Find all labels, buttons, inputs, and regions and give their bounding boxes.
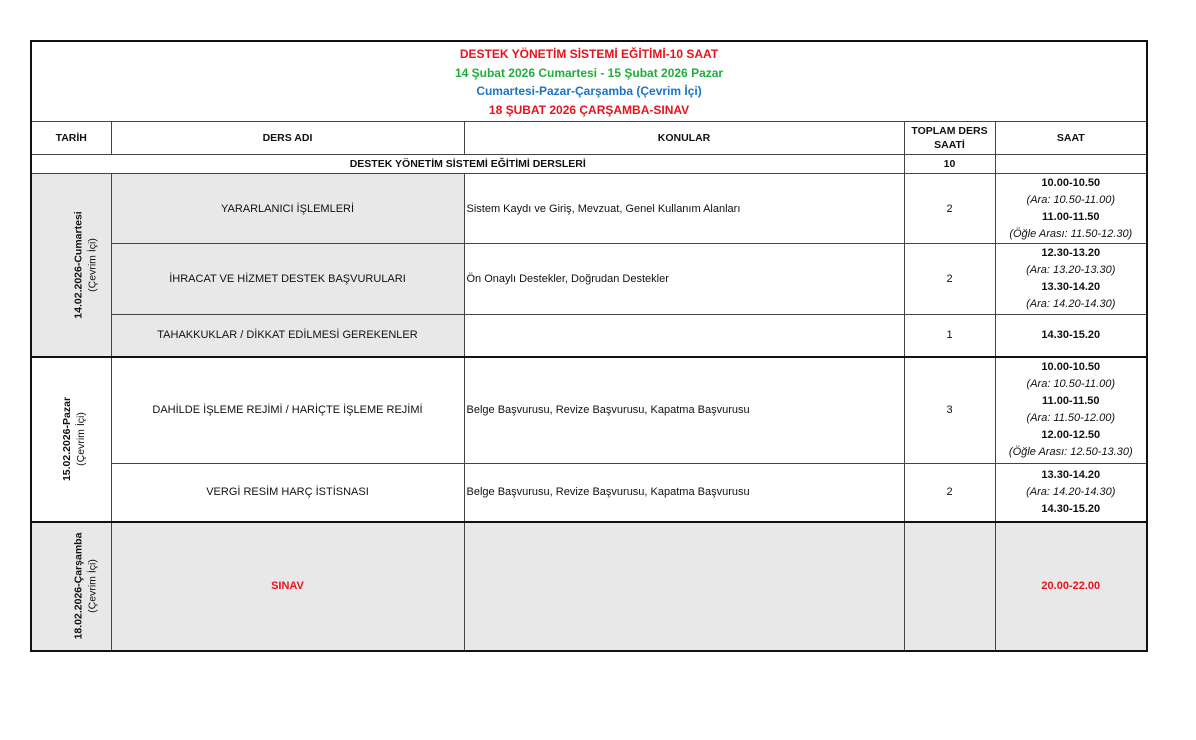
- topics-cell: Ön Onaylı Destekler, Doğrudan Destekler: [464, 244, 904, 315]
- course-name: VERGİ RESİM HARÇ İSTİSNASI: [111, 464, 464, 522]
- title-row: [31, 41, 1147, 122]
- hours-cell: 1: [904, 315, 995, 357]
- title-line-4: 18 ŞUBAT 2026 ÇARŞAMBA-SINAV: [488, 102, 690, 117]
- date-cell-day-1: [31, 174, 111, 357]
- break-slot: (Ara: 14.20-14.30): [1026, 485, 1116, 498]
- hours-cell: 3: [904, 357, 995, 464]
- hours-cell: 2: [904, 174, 995, 244]
- time-slot: 10.00-10.50: [1041, 361, 1101, 374]
- date-label-day-3: [71, 533, 99, 640]
- time-cell: [995, 244, 1147, 315]
- section-row: [31, 155, 1147, 174]
- date-cell-day-2: [31, 357, 111, 522]
- hours-cell: [904, 522, 995, 651]
- table-row: [31, 315, 1147, 357]
- course-name: TAHAKKUKLAR / DİKKAT EDİLMESİ GEREKENLER: [111, 315, 464, 357]
- date-mode-text: (Çevrim İçi): [86, 237, 99, 292]
- topics-cell: [464, 522, 904, 651]
- time-slot: 14.30-15.20: [1041, 328, 1101, 341]
- time-slot: 12.00-12.50: [1041, 429, 1101, 442]
- time-slot: 11.00-11.50: [1042, 395, 1100, 408]
- table-row: [31, 522, 1147, 651]
- time-cell: [995, 464, 1147, 522]
- header-time: SAAT: [995, 122, 1147, 155]
- title-line-2: 14 Şubat 2026 Cumartesi - 15 Şubat 2026 Pazar: [454, 65, 724, 80]
- topics-cell: Belge Başvurusu, Revize Başvurusu, Kapatma Başvurusu: [464, 357, 904, 464]
- title-line-3: Cumartesi-Pazar-Çarşamba (Çevrim İçi): [476, 84, 702, 98]
- time-slot: 13.30-14.20: [1041, 281, 1101, 293]
- course-name: DAHİLDE İŞLEME REJİMİ / HARİÇTE İŞLEME REJİMİ: [111, 357, 464, 464]
- exam-label: SINAV: [111, 522, 464, 651]
- time-slot: 14.30-15.20: [1041, 502, 1101, 515]
- time-cell: [995, 357, 1147, 464]
- break-slot: (Öğle Arası: 11.50-12.30): [1009, 227, 1133, 240]
- time-slot: 10.00-10.50: [1041, 176, 1101, 189]
- table-row: [31, 464, 1147, 522]
- header-total-hours-line-1: TOPLAM DERS: [911, 125, 988, 137]
- topics-cell: Belge Başvurusu, Revize Başvurusu, Kapatma Başvurusu: [464, 464, 904, 522]
- break-slot: (Öğle Arası: 12.50-13.30): [1008, 446, 1133, 459]
- date-text: 18.02.2026-Çarşamba: [72, 532, 85, 640]
- hours-cell: 2: [904, 464, 995, 522]
- table-row: [31, 357, 1147, 464]
- break-slot: (Ara: 10.50-11.00): [1026, 378, 1116, 391]
- header-date: TARİH: [31, 122, 111, 155]
- topics-cell: Sistem Kaydı ve Giriş, Mevzuat, Genel Kullanım Alanları: [464, 174, 904, 244]
- break-slot: (Ara: 13.20-13.30): [1026, 264, 1116, 276]
- date-mode-text: (Çevrim İçi): [86, 559, 99, 613]
- header-course: DERS ADI: [111, 122, 464, 155]
- date-text: 14.02.2026-Cumartesi: [72, 211, 85, 319]
- hours-cell: 2: [904, 244, 995, 315]
- time-slot: 12.30-13.20: [1041, 247, 1101, 259]
- table-row: [31, 174, 1147, 244]
- header-total-hours-line-2: SAATİ: [934, 139, 965, 151]
- time-cell: [995, 174, 1147, 244]
- section-total: 10: [904, 155, 995, 174]
- schedule-sheet: [30, 40, 1146, 652]
- break-slot: (Ara: 14.20-14.30): [1026, 298, 1116, 310]
- title-line-1: DESTEK YÖNETİM SİSTEMİ EĞİTİMİ-10 SAAT: [459, 47, 719, 61]
- time-slot: 13.30-14.20: [1041, 468, 1101, 481]
- break-slot: (Ara: 10.50-11.00): [1026, 193, 1116, 206]
- break-slot: (Ara: 11.50-12.00): [1026, 412, 1116, 425]
- section-label: DESTEK YÖNETİM SİSTEMİ EĞİTİMİ DERSLERİ: [31, 155, 904, 174]
- header-total-hours: [904, 122, 995, 155]
- header-row: [31, 122, 1147, 155]
- date-mode-text: (Çevrim İçi): [75, 412, 88, 466]
- header-topics: KONULAR: [464, 122, 904, 155]
- course-name: YARARLANICI İŞLEMLERİ: [111, 174, 464, 244]
- title-block: [31, 41, 1147, 122]
- course-name: İHRACAT VE HİZMET DESTEK BAŞVURULARI: [111, 244, 464, 315]
- schedule-table: [30, 40, 1148, 652]
- section-empty-cell: [995, 155, 1147, 174]
- time-slot: 11.00-11.50: [1042, 210, 1100, 223]
- date-text: 15.02.2026-Pazar: [61, 396, 74, 482]
- exam-time: 20.00-22.00: [995, 522, 1147, 651]
- date-label-day-2: [60, 397, 88, 481]
- date-label-day-1: [72, 211, 100, 318]
- time-cell: [995, 315, 1147, 357]
- topics-cell: [464, 315, 904, 357]
- date-cell-day-3: [31, 522, 111, 651]
- table-row: [31, 244, 1147, 315]
